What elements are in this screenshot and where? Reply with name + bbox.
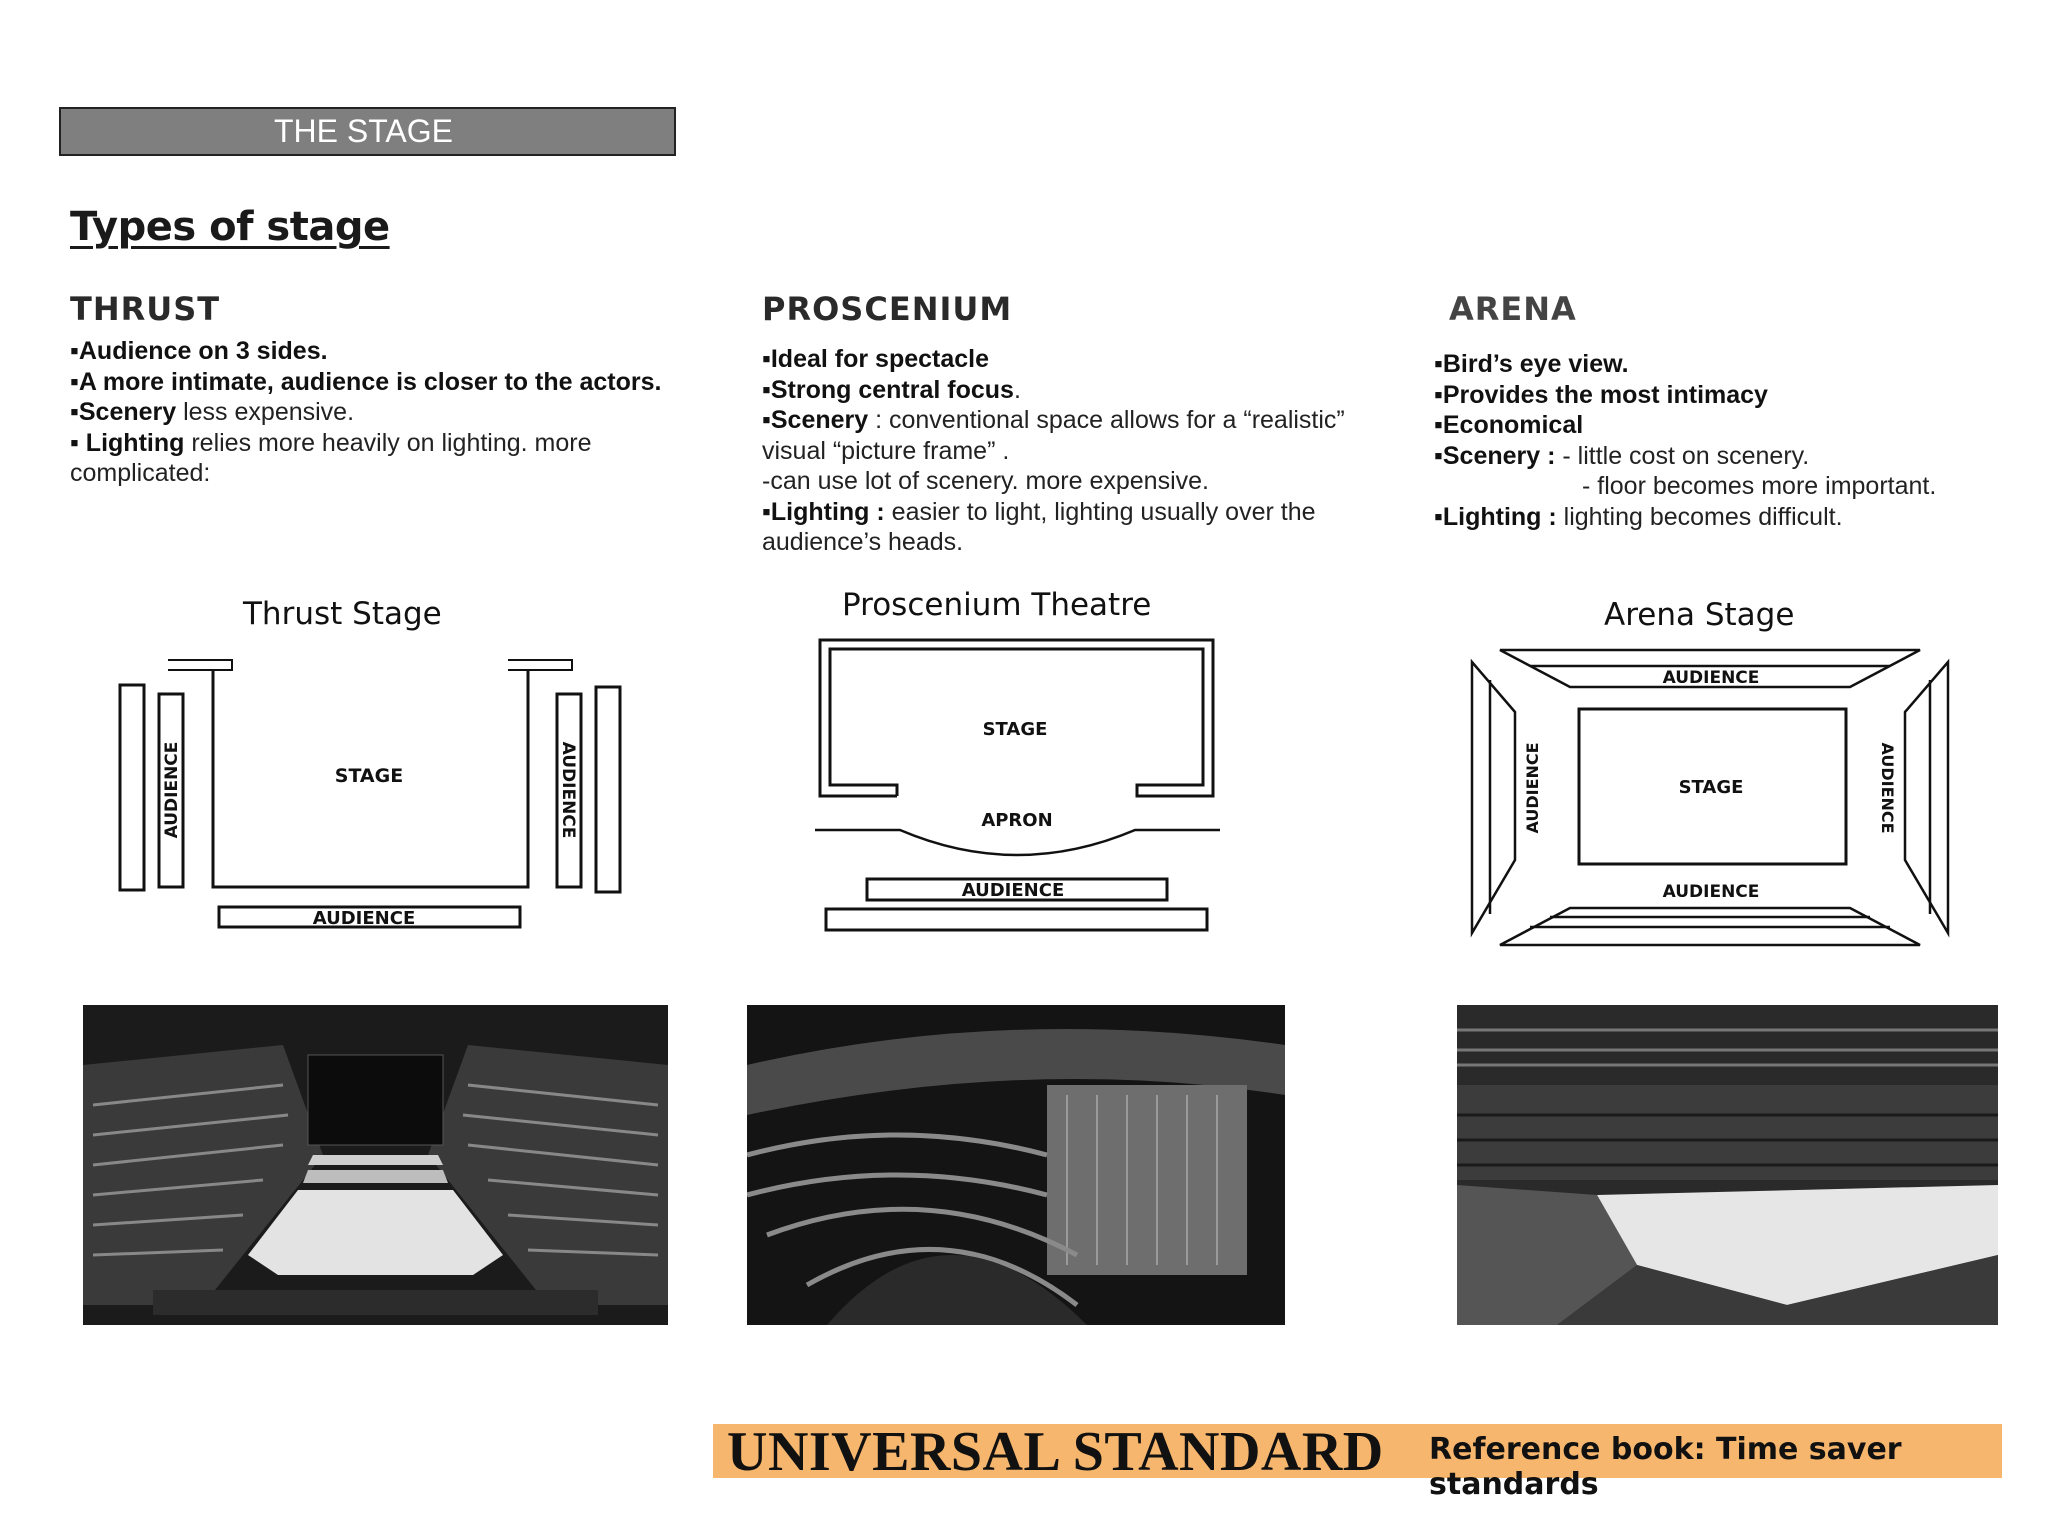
- thrust-audience-bottom-label: AUDIENCE: [312, 908, 416, 929]
- arena-audience-top-label: AUDIENCE: [1662, 668, 1760, 688]
- arena-diagram-title: Arena Stage: [1604, 597, 1795, 633]
- footer-reference: Reference book: Time saver standards: [1429, 1432, 1902, 1502]
- proscenium-diagram-title: Proscenium Theatre: [842, 587, 1152, 623]
- thrust-audience-right-label: AUDIENCE: [558, 741, 578, 839]
- arena-line-1: ▪Bird’s eye view.: [1434, 350, 1629, 378]
- proscenium-audience-label: AUDIENCE: [961, 880, 1065, 901]
- thrust-audience-left-label: AUDIENCE: [162, 741, 182, 839]
- thrust-photo-illustration: [83, 1005, 668, 1325]
- arena-stage-photo: [1457, 1005, 1998, 1325]
- header-bar: [59, 107, 676, 156]
- header-title: THE STAGE: [274, 113, 453, 149]
- thrust-description: [70, 336, 700, 489]
- arena-line-6: ▪Lighting : lighting becomes difficult.: [1434, 502, 1843, 531]
- arena-stage-diagram: [1470, 640, 1950, 950]
- arena-line-5: - floor becomes more important.: [1582, 472, 1937, 500]
- arena-stage-label: STAGE: [1678, 777, 1744, 798]
- heading-proscenium: PROSCENIUM: [762, 290, 1013, 328]
- proscenium-diagram: [810, 635, 1230, 935]
- thrust-line-1: ▪Audience on 3 sides.: [70, 337, 328, 365]
- arena-audience-left-label: AUDIENCE: [1523, 742, 1542, 834]
- arena-description: [1434, 349, 2034, 532]
- thrust-stage-photo: [83, 1005, 668, 1325]
- arena-line-2: ▪Provides the most intimacy: [1434, 380, 1768, 409]
- proscenium-stage-label: STAGE: [982, 719, 1048, 740]
- thrust-diagram-title: Thrust Stage: [243, 596, 442, 632]
- proscenium-line-2: ▪Strong central focus.: [762, 375, 1021, 404]
- proscenium-apron-label: APRON: [981, 810, 1053, 831]
- proscenium-photo-illustration: [747, 1005, 1285, 1325]
- thrust-stage-diagram: [110, 650, 640, 940]
- thrust-line-2: ▪A more intimate, audience is closer to the actors.: [70, 367, 662, 396]
- thrust-line-3: ▪Scenery less expensive.: [70, 398, 355, 426]
- footer-main-title: UNIVERSAL STANDARD: [727, 1421, 1384, 1483]
- arena-line-3: ▪Economical: [1434, 411, 1584, 439]
- arena-photo-illustration: [1457, 1005, 1998, 1325]
- proscenium-description: [762, 344, 1372, 558]
- thrust-stage-label: STAGE: [334, 765, 404, 787]
- heading-arena: ARENA: [1449, 290, 1577, 328]
- arena-audience-right-label: AUDIENCE: [1878, 742, 1897, 834]
- proscenium-line-1: ▪Ideal for spectacle: [762, 345, 990, 373]
- proscenium-line-3: ▪Scenery : conventional space allows for a “realistic” visual “picture frame” .: [762, 406, 1345, 465]
- heading-thrust: THRUST: [70, 290, 221, 328]
- thrust-line-4: ▪ Lighting relies more heavily on lighting. more complicated:: [70, 428, 592, 487]
- arena-line-4: ▪Scenery : - little cost on scenery.: [1434, 441, 1810, 470]
- proscenium-line-5: ▪Lighting : easier to light, lighting usually over the audience’s heads.: [762, 497, 1316, 556]
- proscenium-theatre-photo: [747, 1005, 1285, 1325]
- arena-audience-bottom-label: AUDIENCE: [1662, 882, 1760, 902]
- proscenium-line-4: -can use lot of scenery. more expensive.: [762, 467, 1209, 495]
- section-title: Types of stage: [70, 204, 390, 250]
